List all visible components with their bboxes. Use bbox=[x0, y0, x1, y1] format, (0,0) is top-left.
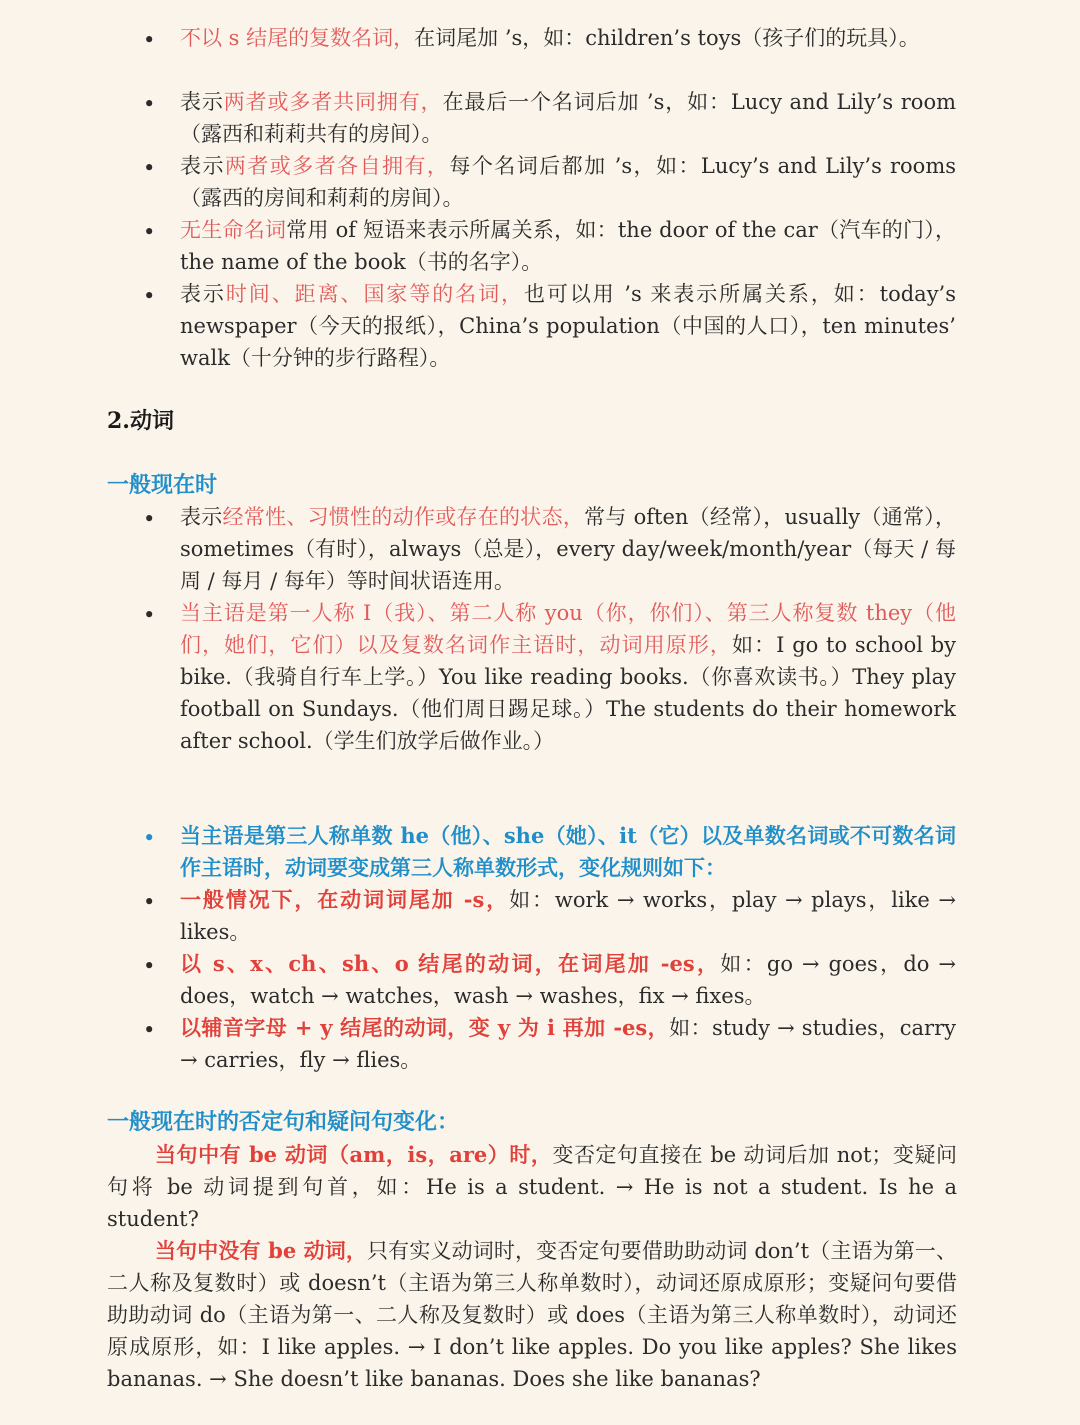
list-item: 表示两者或多者共同拥有，在最后一个名词后加 ’s，如：Lucy and Lily’s room（露西和莉莉共有的房间）。 bbox=[180, 90, 956, 146]
section-title: 2.动词 bbox=[107, 408, 174, 434]
list-item: 表示两者或多者各自拥有，每个名词后都加 ’s，如：Lucy’s and Lily’s rooms（露西的房间和莉莉的房间）。 bbox=[180, 154, 957, 210]
bullet: • bbox=[143, 826, 156, 850]
bullet: • bbox=[143, 1018, 156, 1042]
list-item: 不以 s 结尾的复数名词，在词尾加 ’s，如：children’s toys（孩子们的玩具）。 bbox=[180, 26, 920, 50]
subsection-title: 一般现在时 bbox=[107, 472, 218, 498]
list-item: 表示经常性、习惯性的动作或存在的状态，常与 often（经常），usually（通常），sometimes（有时），always（总是），every day/week/month/year（每天 / 每周 / 每月 / 每年）等时间状语连用。 bbox=[180, 505, 957, 593]
paragraph: 当句中没有 be 动词，只有实义动词时，变否定句要借助助动词 don’t（主语为第一、二人称及复数时）或 doesn’t（主语为第三人称单数时），动词还原成原形；变疑问句要借助助动词 do（主语为第一、二人称及复数时）或 does（主语为第三人称单数时），动词还原成原形，如：I like apples. → I don’t like apples. Do you like apples? She likes bananas. → She doesn’t like bananas. Does she like bananas? bbox=[107, 1238, 957, 1391]
bullet: • bbox=[143, 954, 156, 978]
list-item: 以辅音字母 + y 结尾的动词，变 y 为 i 再加 -es，如：study → studies，carry → carries，fly → flies。 bbox=[180, 1015, 956, 1072]
bullet: • bbox=[143, 156, 156, 180]
bullet: • bbox=[143, 220, 156, 244]
bullet: • bbox=[143, 507, 156, 531]
bullet: • bbox=[143, 284, 156, 308]
list-item: 一般情况下，在动词词尾加 -s，如：work → works，play → plays，like → likes。 bbox=[180, 887, 956, 944]
list-item: 表示时间、距离、国家等的名词，也可以用 ’s 来表示所属关系，如：today’s newspaper（今天的报纸），China’s population（中国的人口），ten minutes’ walk（十分钟的步行路程）。 bbox=[180, 282, 957, 370]
subsection-title: 一般现在时的否定句和疑问句变化： bbox=[107, 1109, 460, 1135]
bullet: • bbox=[143, 28, 156, 52]
list-item: 无生命名词常用 of 短语来表示所属关系，如：the door of the car（汽车的门），the name of the book（书的名字）。 bbox=[180, 218, 956, 274]
list-item: 以 s、x、ch、sh、o 结尾的动词，在词尾加 -es，如：go → goes，do → does，watch → watches，wash → washes，fix → fixes。 bbox=[180, 951, 957, 1008]
third-person-rule: 当主语是第三人称单数 he（他）、she（她）、it（它）以及单数名词或不可数名词作主语时，动词要变成第三人称单数形式，变化规则如下： bbox=[180, 823, 956, 880]
bullet: • bbox=[143, 92, 156, 116]
paragraph: 当句中有 be 动词（am，is，are）时，变否定句直接在 be 动词后加 not；变疑问句将 be 动词提到句首，如：He is a student. → He is not a student. Is he a student? bbox=[107, 1142, 957, 1231]
bullet: • bbox=[143, 603, 156, 627]
list-item: 当主语是第一人称 I（我）、第二人称 you（你，你们）、第三人称复数 they（他们，她们，它们）以及复数名词作主语时，动词用原形，如：I go to school by bike.（我骑自行车上学。）You like reading books.（你喜欢读书。）They play football on Sundays.（他们周日踢足球。）The students do their homework after school.（学生们放学后做作业。） bbox=[180, 601, 956, 753]
bullet: • bbox=[143, 890, 156, 914]
